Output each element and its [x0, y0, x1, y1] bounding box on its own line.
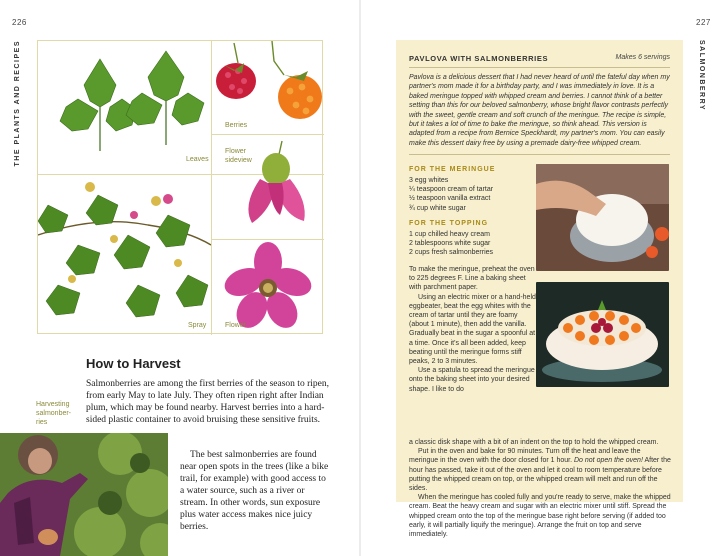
- whipping-cream-photo: [536, 164, 669, 271]
- recipe-intro: Pavlova is a delicious dessert that I had never heard of until the fateful day when my partner's mom made it for a birthday party, and I was immediately in love. It is a baked meringue topped with whipped cream and berries. I cannot think of a better setting than this for our beloved salmonberry, whose bright flavor contrasts perfectly with the sweet, gentle cream and soft crunch of the meringue. The recipe is simple, but it takes a lot of time to bake the meringue, so think ahead. This version is adapted from a recipe from Bernice Speckhardt, my partner's mom. You can easily make this dessert dairy free by using a premade dairy-free whipped cream.: [409, 74, 670, 147]
- ingredient-item: 2 tablespoons white sugar: [409, 240, 491, 248]
- right-page-number: 227: [696, 18, 711, 27]
- harvest-paragraph-2: The best salmonberries are found near open spots in the trees (like a bike trail, for example) with good access to a water source, such as a river or stream. In other words, sun exposure plus water access makes nice juicy berries.: [180, 450, 329, 532]
- step-2: Using an electric mixer or a hand-held eggbeater, beat the egg whites with the cream of tartar until they are foamy (about 1 minute), then add the vanilla. Gradually beat in the sugar a spoonful at a time. Once it's all been added, keep beating until the meringue forms stiff peaks, 2 to 3 minutes.: [409, 293, 536, 366]
- left-page-number: 226: [12, 18, 27, 27]
- recipe-title: PAVLOVA WITH SALMONBERRIES: [409, 54, 549, 63]
- ingredient-item: ¾ cup white sugar: [409, 204, 466, 212]
- leaves-caption: Leaves: [186, 156, 209, 163]
- step-4: Put in the oven and bake for 90 minutes. Turn off the heat and leave the meringue in the oven with the door closed for 1 hour. Do not open the oven! After the hour has passed, take it out of the oven and let it cool to room temperature before putting the whipped cream on top, or the whipped cream will melt and run off the sides.: [409, 448, 671, 493]
- ingredient-item: ½ teaspoon vanilla extract: [409, 195, 491, 203]
- topping-heading: FOR THE TOPPING: [409, 220, 489, 227]
- meringue-heading: FOR THE MERINGUE: [409, 166, 496, 173]
- flower-sideview-caption: Flower sideview: [225, 148, 252, 164]
- recipe-card: [396, 40, 683, 539]
- recipe-servings: Makes 6 servings: [615, 54, 670, 61]
- spray-caption: Spray: [188, 322, 207, 329]
- harvest-paragraph-1: Salmonberries are among the first berries of the season to ripen, from early May to late July. They often ripen right after Indian plum, which may be found nearby. Harvest berries into a hard-sided plastic container to avoid bruising these sensitive fruits.: [86, 379, 329, 425]
- ingredient-item: 1 cup chilled heavy cream: [409, 231, 490, 238]
- flower-caption: Flower: [225, 322, 247, 329]
- berries-caption: Berries: [225, 122, 248, 129]
- ingredient-item: 2 cups fresh salmonberries: [409, 249, 494, 257]
- method-wide: [409, 438, 671, 539]
- step-5: When the meringue has cooled fully and you're ready to serve, make the whipped cream. Beat the heavy cream and sugar with an electric mixer until stiff. Spread the whipped cream onto the top of the meringue base right before serving (if added too early, it will partially liquify the meringue). Arrange the fruit on top and serve immediately.: [409, 494, 671, 539]
- harvesting-caption: Harvesting salmonber- ries: [36, 401, 72, 426]
- left-running-head: THE PLANTS AND RECIPES: [14, 40, 21, 167]
- meringue-ingredients: [409, 176, 529, 213]
- step-3: Use a spatula to spread the meringue onto the baking sheet into your desired shape. I like to do: [409, 367, 535, 393]
- intro-rule: [409, 154, 670, 155]
- step-3-cont: a classic disk shape with a bit of an indent on the top to hold the whipped cream.: [409, 439, 659, 446]
- plant-photo-grid: [37, 40, 323, 334]
- step-1: To make the meringue, preheat the oven to 225 degrees F. Line a baking sheet with parchment paper.: [409, 266, 535, 292]
- harvesting-photo: [0, 433, 168, 556]
- title-rule: [409, 67, 670, 68]
- method-narrow: [409, 265, 537, 394]
- how-to-harvest-heading: How to Harvest: [86, 356, 181, 371]
- topping-ingredients: [409, 230, 529, 258]
- finished-pavlova-photo: [536, 282, 669, 387]
- ingredient-item: 3 egg whites: [409, 177, 449, 184]
- right-running-head: SALMONBERRY: [698, 40, 705, 112]
- ingredient-item: ¼ teaspoon cream of tartar: [409, 186, 494, 194]
- gutter: [359, 0, 361, 556]
- spray-photo: [38, 175, 211, 335]
